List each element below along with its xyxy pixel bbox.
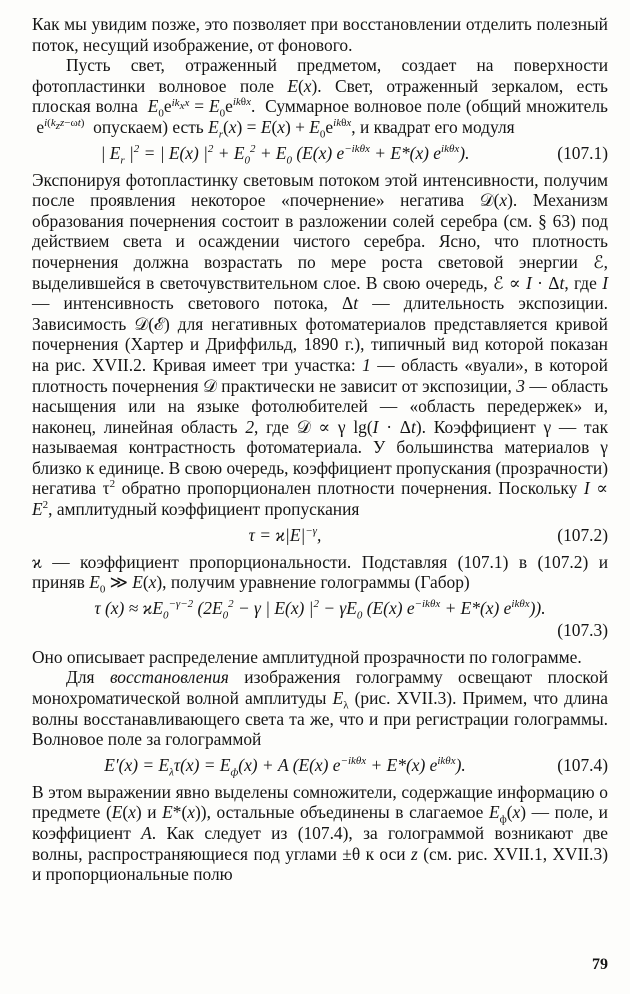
paragraph-6: Для восстановления изображения голограмму освещают плоской монохроматической волной амплитуды $E_\lambda$ (рис. XVII.3). Примем, что длина волны восстанавливающего света та же, что и при регистрации голограммы. Волновое поле за голограммой xyxy=(32,667,608,750)
equation-107-2: $\tau = ϰ|E|^{-\gamma}$, (107.2) xyxy=(248,524,608,545)
paragraph-7: В этом выражении явно выделены сомножители, содержащие информацию о предмете (E(x) и E*(x)), остальные объединены в слагаемое $E_ф(x)$ — поле, и коэффициент A. Как следует из (107.4), за голограммой возникают две волны, распространяющиеся под углами ±θ к оси z (см. рис. XVII.1, XVII.3) и пропорциональные полю xyxy=(32,781,608,885)
equation-number: (107.4) xyxy=(557,754,608,775)
page-number: 79 xyxy=(592,956,608,973)
equation-number: (107.2) xyxy=(557,524,608,545)
equation-107-1: | $E_r$ $|^2$ = | E(x) $|^2 + E_0^2 + E_0$ (E(x) $e^{-ik\theta x} + E*(x)$ $e^{ik\theta x}$). (107.1) xyxy=(100,142,608,167)
paragraph-4: ϰ — коэффициент пропорциональности. Подставляя (107.1) в (107.2) и приняв $E_0$ ≫ E(x), получим уравнение голограммы (Габор) xyxy=(32,551,608,596)
equation-number: (107.1) xyxy=(557,142,608,163)
paragraph-2: Пусть свет, отраженный предметом, создает на поверхности фотопластинки волновое поле E(x). Свет, отраженный зеркалом, есть плоская волна $E_0e^{ik_xx} = E_0e^{ik\theta x}$. Суммарное волновое поле (общий множитель $e^{i(k_zz-\omega t)}$ опускаем) есть $E_r(x) = E(x) + E_0e^{ik\theta x}$, и квадрат его модуля xyxy=(32,55,608,141)
paragraph-5: Оно описывает распределение амплитудной прозрачности по голограмме. xyxy=(32,646,582,667)
equation-107-4: $E'(x) = E_\lambda\tau(x) = E_ф(x) + A$ (E(x) $e^{-ik\theta x} + E*(x)$ $e^{ik\theta x}$). (107.4) xyxy=(104,754,608,779)
equation-number: (107.3) xyxy=(557,619,608,640)
paragraph-1: Как мы увидим позже, это позволяет при восстановлении отделить полезный поток, несущий изображение, от фонового. xyxy=(32,14,608,55)
equation-107-3: τ $(x) \approx ϰE_0^{-\gamma-2}$ ($2E_0^2 - \gamma$ | E(x) $|^2 - \gamma E_0$ (E(x) $e^{-ik\theta x} + E*(x)$ $e^{ik\theta x}$)). (107.3) xyxy=(94,597,608,640)
paragraph-3: Экспонируя фотопластинку световым потоком этой интенсивности, получим после проявления некоторое «почернение» негатива 𝒟(x). Механизм образования почернения состоит в разложении солей серебра (см. § 63) под действием света и осаждении чистого серебра. Ясно, что плотность почернения должна возрастать по мере роста световой энергии ℰ, выделившейся в светочувствительном слое. В свою очередь, ℰ ∝ I · Δt, где I — интенсивность светового потока, Δt — длительность экспозиции. Зависимость 𝒟(ℰ) для негативных фотоматериалов представляется кривой почернения (Хартер и Дриффильд, 1890 г.), типичный вид которой показан на рис. XVII.2. Кривая имеет три участка: 1 — область «вуали», в которой плотность почернения 𝒟 практически не зависит от экспозиции, 3 — область насыщения или на языке фотолюбителей — «область передержек» и, наконец, линейная область 2, где 𝒟 ∝ γ lg(I · Δt). Коэффициент γ — так называемая контрастность фотоматериала. У большинства материалов γ близко к единице. В свою очередь, коэффициент пропускания (прозрачности) негатива $\tau^2$ обратно пропорционален плотности почернения. Поскольку $I \propto E^2$, амплитудный коэффициент пропускания xyxy=(32,169,609,520)
